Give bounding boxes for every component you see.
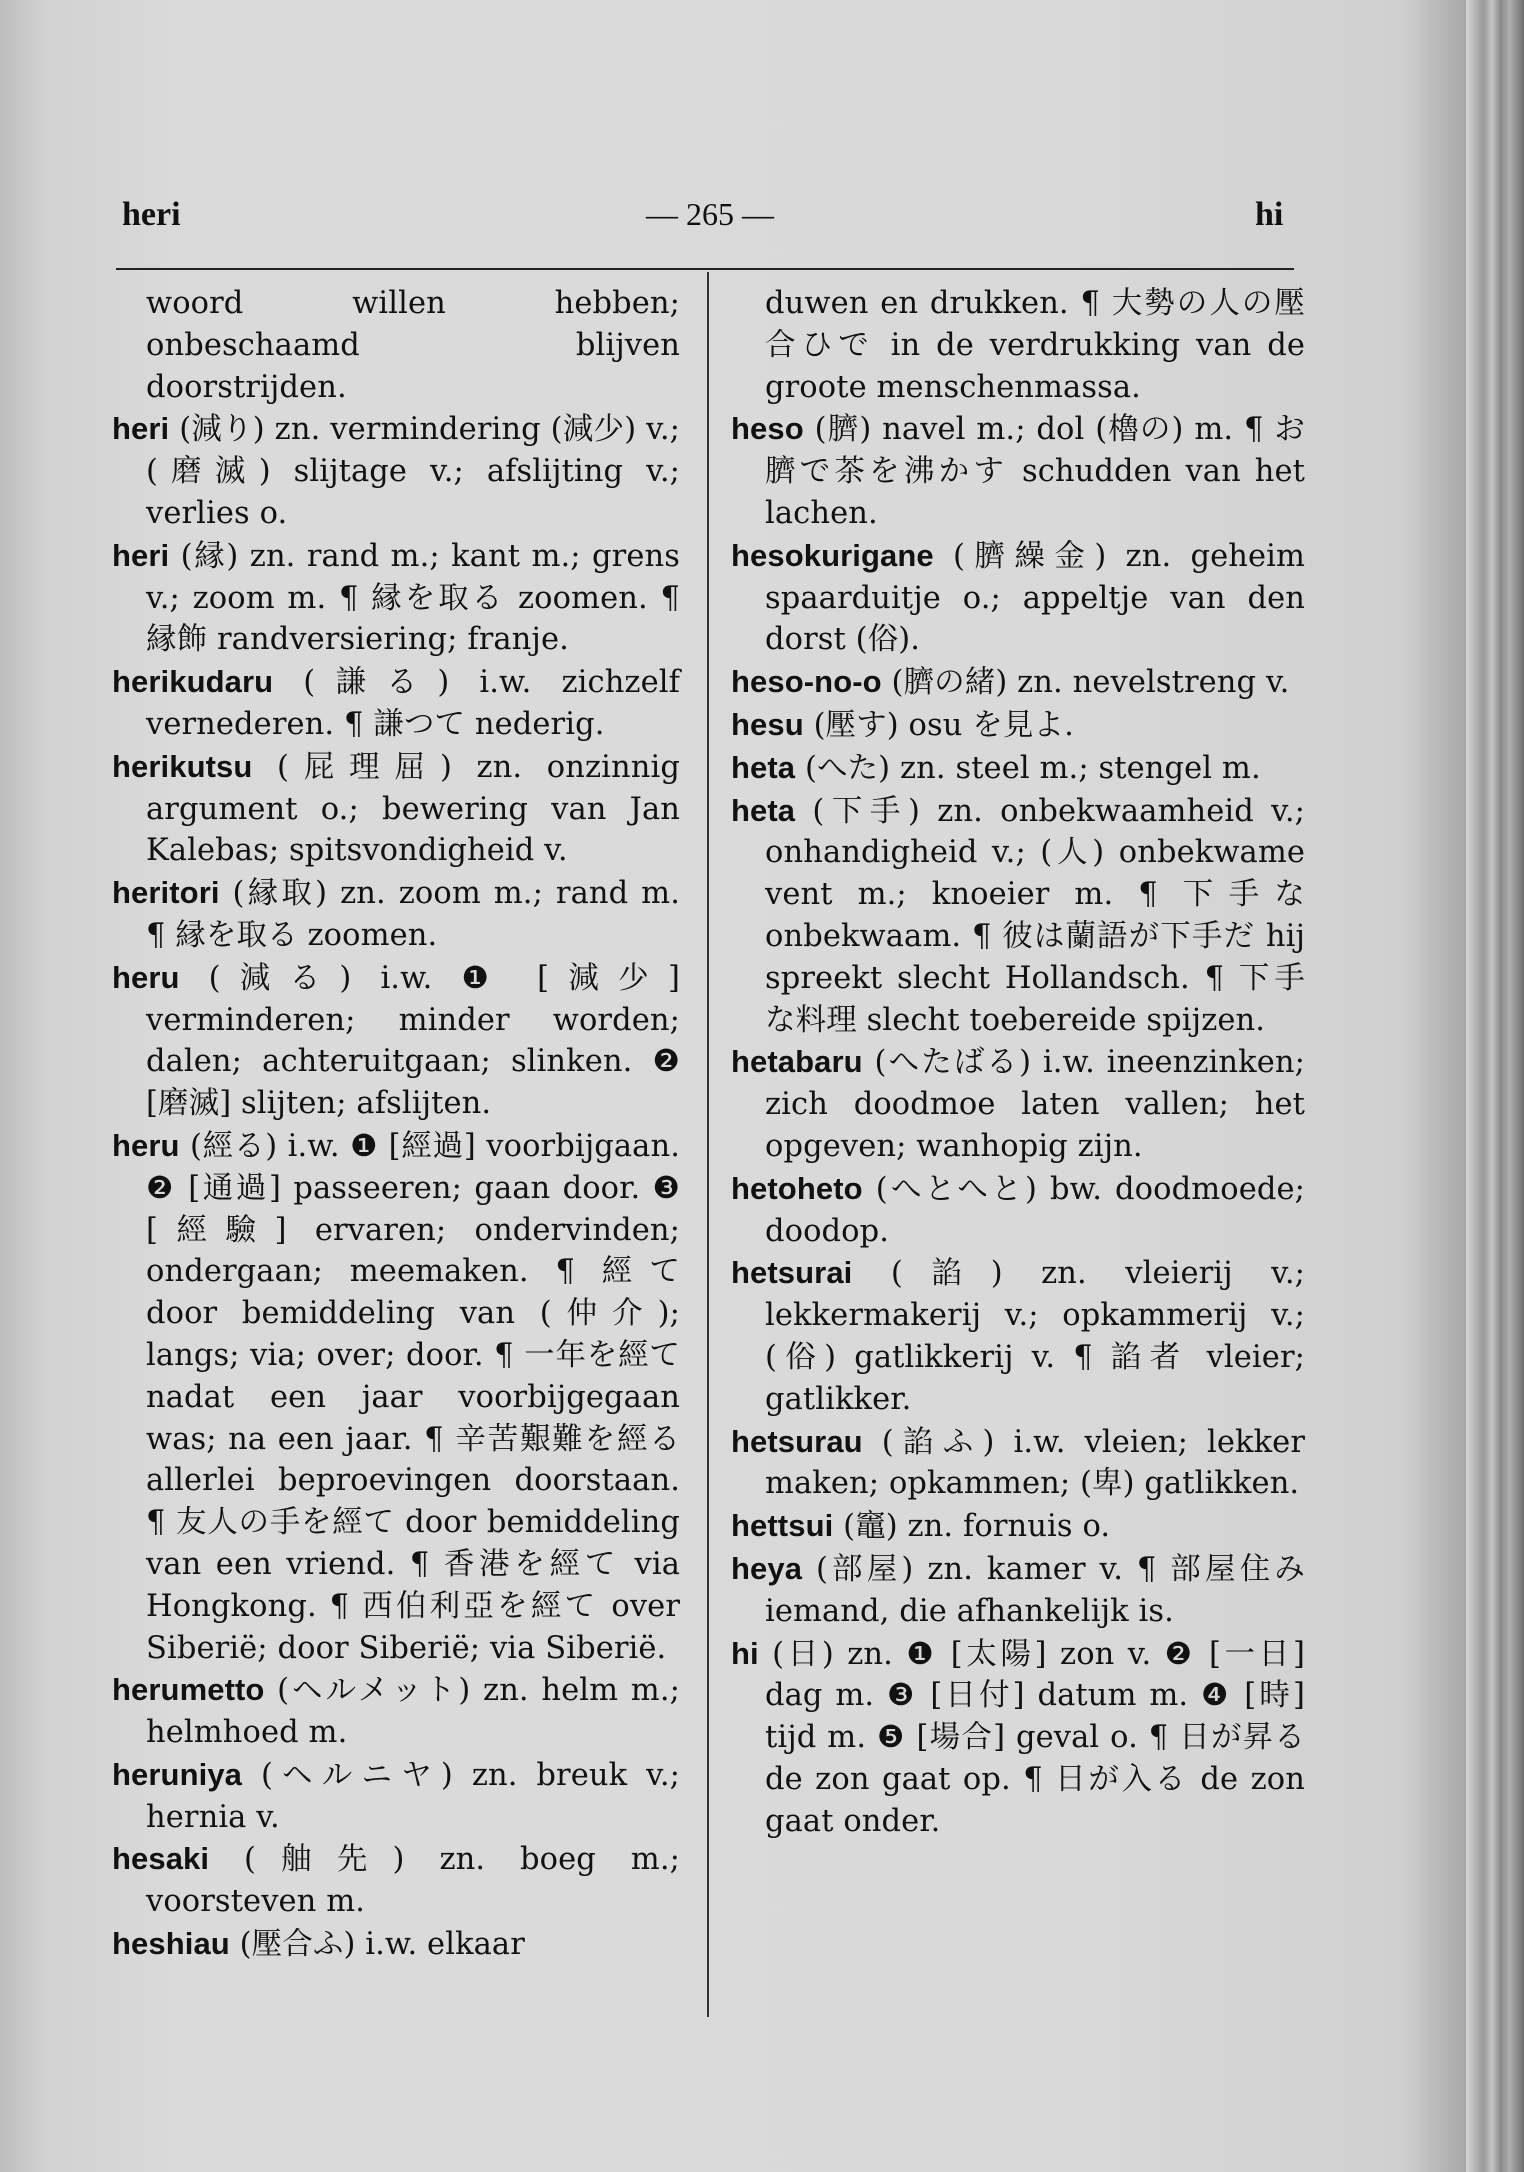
dictionary-entry (112, 282, 680, 408)
headword: hi (731, 1635, 759, 1671)
dictionary-entry (731, 1548, 1305, 1633)
headword: hesokurigane (731, 537, 934, 573)
dictionary-entry (731, 661, 1305, 704)
headword: herumetto (112, 1672, 265, 1708)
entry-body: (ヘルメット) zn. helm m.; helmhoed m. (146, 1673, 680, 1751)
dictionary-entry (112, 1669, 680, 1754)
dictionary-entry (112, 408, 680, 534)
headword: heruniya (112, 1756, 243, 1792)
dictionary-entry (112, 957, 680, 1125)
entry-body: (諂ふ) i.w. vleien; lekker maken; opkammen; (卑) gatlikken. (765, 1424, 1305, 1502)
entry-body: (臍繰金) zn. geheim spaarduitje o.; appeltje van den dorst (俗). (765, 538, 1306, 658)
dictionary-entry (112, 661, 680, 746)
headword: hesu (731, 706, 804, 742)
entry-body: (へとへと) bw. doodmoede; doodop. (765, 1171, 1306, 1249)
dictionary-entry (112, 1838, 680, 1923)
right-column (731, 282, 1305, 1842)
dictionary-entry (731, 1041, 1305, 1167)
entry-body: (下手) zn. onbekwaamheid v.; onhandigheid v.; (人) onbekwame vent m.; knoeier m. ¶ 下手な onbekwaam. ¶ 彼は蘭語が下手だ hij spreekt slecht Hollandsch. ¶ 下手な料理 slecht toebereide spijzen. (765, 793, 1306, 1038)
entry-body: (經る) i.w. ❶ [經過] voorbijgaan. ❷ [通過] passeeren; gaan door. ❸ [經驗] ervaren; ondervinden; ondergaan; meemaken. ¶ 經て door bemiddeling van (仲介); langs; via; over; door. ¶ 一年を經て nadat een jaar voorbijgegaan was; na een jaar. ¶ 辛苦艱難を經る allerlei beproevingen doorstaan. ¶ 友人の手を經て door bemiddeling van een vriend. ¶ 香港を經て via Hongkong. ¶ 西伯利亞を經て over Siberië; door Siberië; via Siberië. (146, 1128, 680, 1666)
entry-body: (減り) zn. vermindering (減少) v.; (磨滅) slijtage v.; afslijting v.; verlies o. (146, 412, 681, 531)
entry-body: (屁理屈) zn. onzinnig argument o.; bewering van Jan Kalebas; spitsvondigheid v. (146, 749, 680, 869)
dictionary-entry (731, 1421, 1305, 1506)
entry-body: (へた) zn. steel m.; stengel m. (804, 750, 1261, 786)
headword: hetsurau (731, 1423, 863, 1459)
left-column (112, 282, 680, 1966)
headword: herikudaru (112, 664, 274, 700)
page-number: — 265 — (646, 196, 774, 232)
headword: heya (731, 1550, 803, 1586)
entry-body: (諂) zn. vleierij v.; lekkermakerij v.; opkammerij v.; (俗) gatlikkerij v. ¶ 諂者 vleier; gatlikker. (765, 1256, 1305, 1417)
entry-body: (ヘルニヤ) zn. breuk v.; hernia v. (146, 1757, 681, 1835)
headword: hettsui (731, 1508, 834, 1544)
left-guide-word: heri (122, 196, 181, 233)
headword: heru (112, 1127, 180, 1163)
entry-body: (壓合ふ) i.w. elkaar (239, 1927, 525, 1963)
header-rule (116, 268, 1294, 270)
entry-body: (臍) navel m.; dol (櫓の) m. ¶ お臍で茶を沸かす schudden van het lachen. (765, 412, 1306, 531)
dictionary-entry (731, 1505, 1305, 1548)
headword: hetsurai (731, 1255, 853, 1291)
entry-body: (縁) zn. rand m.; kant m.; grens v.; zoom m. ¶ 縁を取る zoomen. ¶ 縁飾 randversiering; franje. (146, 538, 680, 658)
dictionary-entry (112, 1923, 680, 1966)
entry-body: (壓す) osu を見よ. (813, 707, 1074, 743)
dictionary-entry (731, 408, 1305, 534)
dictionary-entry (731, 790, 1305, 1042)
entry-body: (へたばる) i.w. ineenzinken; zich doodmoe laten vallen; het opgeven; wanhopig zijn. (765, 1045, 1306, 1164)
entry-body: (臍の緒) zn. nevelstreng v. (891, 665, 1290, 701)
headword: herikutsu (112, 748, 253, 784)
headword: heritori (112, 875, 220, 911)
headword: heshiau (112, 1926, 230, 1962)
headword: hetoheto (731, 1170, 863, 1206)
entry-body: (日) zn. ❶ [太陽] zon v. ❷ [一日] dag m. ❸ [日付] datum m. ❹ [時] tijd m. ❺ [場合] geval o. ¶ 日が昇る de zon gaat op. ¶ 日が入る de zon gaat onder. (765, 1636, 1305, 1839)
entry-body: duwen en drukken. ¶ 大勢の人の壓合ひで in de verdrukking van de groote menschenmassa. (765, 286, 1305, 405)
dictionary-entry (731, 704, 1305, 747)
headword: heri (112, 537, 170, 573)
dictionary-entry (731, 1252, 1305, 1420)
right-guide-word: hi (1255, 196, 1284, 233)
entry-body: (竈) zn. fornuis o. (843, 1509, 1111, 1545)
entry-body: (部屋) zn. kamer v. ¶ 部屋住み iemand, die afhankelijk is. (765, 1551, 1305, 1629)
entry-body: woord willen hebben; onbeschaamd blijven doorstrijden. (146, 286, 680, 405)
headword: heru (112, 959, 180, 995)
headword: hetabaru (731, 1044, 863, 1080)
headword: heso (731, 411, 804, 447)
entry-body: (縁取) zn. zoom m.; rand m. ¶ 縁を取る zoomen. (146, 876, 680, 953)
dictionary-entry (112, 1754, 680, 1839)
book-page-edge (1466, 0, 1524, 2172)
dictionary-entry (731, 1168, 1305, 1253)
column-divider (707, 272, 709, 2017)
dictionary-entry (731, 535, 1305, 661)
entry-body: (減る) i.w. ❶ [減少] verminderen; minder worden; dalen; achteruitgaan; slinken. ❷ [磨滅] slijten; afslijten. (146, 960, 680, 1122)
dictionary-entry (731, 747, 1305, 790)
entry-body: (舳先) zn. boeg m.; voorsteven m. (146, 1842, 681, 1920)
dictionary-entry (731, 1633, 1305, 1843)
headword: heta (731, 792, 796, 828)
headword: heso-no-o (731, 664, 882, 700)
entry-body: (謙る) i.w. zichzelf vernederen. ¶ 謙つて nederig. (146, 665, 680, 742)
headword: hesaki (112, 1841, 210, 1877)
headword: heta (731, 749, 796, 785)
dictionary-entry (731, 282, 1305, 408)
dictionary-entry (112, 872, 680, 957)
headword: heri (112, 411, 170, 447)
dictionary-entry (112, 1125, 680, 1669)
dictionary-entry (112, 535, 680, 661)
dictionary-entry (112, 746, 680, 872)
